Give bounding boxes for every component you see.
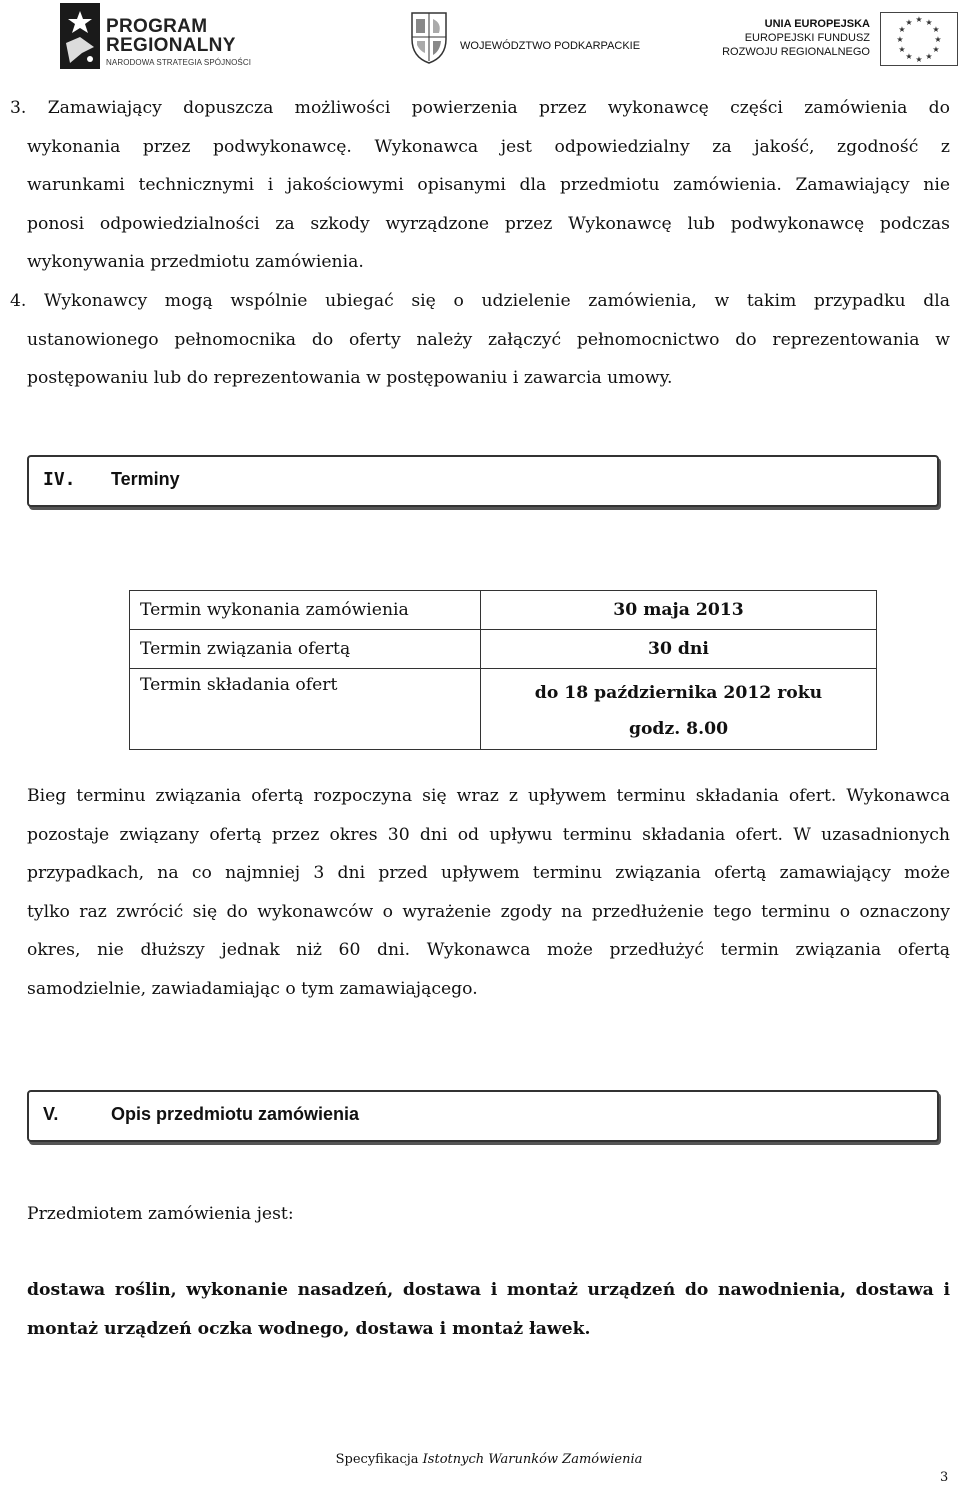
table-row	[130, 630, 877, 669]
eu-logo	[708, 12, 958, 66]
coat-of-arms-icon	[404, 9, 454, 65]
paragraph-line: samodzielnie, zawiadamiając o tym zamawiającego.	[27, 978, 478, 999]
paragraph-line: tylko raz zwrócić się do wykonawców o wyrażenie zgody na przedłużenie tego terminu o oznaczony	[27, 901, 950, 922]
paragraph-line: postępowaniu lub do reprezentowania w postępowaniu i zawarcia umowy.	[27, 368, 673, 389]
term-value: do 18 października 2012 roku	[534, 683, 823, 703]
paragraph-3	[10, 89, 950, 282]
subject-line: montaż urządzeń oczka wodnego, dostawa i montaż ławek.	[27, 1318, 591, 1339]
paragraph-line: przypadkach, na co najmniej 3 dni przed upływem terminu związania ofertą zamawiający może	[27, 863, 950, 884]
svg-text:★: ★	[905, 52, 913, 61]
program-logo-line1: PROGRAM	[106, 16, 208, 37]
program-logo-line3: NARODOWA STRATEGIA SPÓJNOŚCI	[106, 58, 252, 67]
binding-paragraph	[27, 777, 950, 1009]
paragraph-line: okres, nie dłuższy jednak niż 60 dni. Wykonawca może przedłużyć termin związania ofertą	[27, 940, 950, 961]
term-label: Termin wykonania zamówienia	[130, 591, 481, 630]
svg-text:★: ★	[934, 35, 942, 44]
eu-flag-icon	[880, 12, 958, 66]
term-label: Termin związania ofertą	[130, 630, 481, 669]
section-number: V.	[43, 1104, 59, 1124]
subject-description	[27, 1271, 950, 1348]
footer-italic: Istotnych Warunków Zamówienia	[422, 1452, 643, 1467]
subject-intro-text: Przedmiotem zamówienia jest:	[27, 1204, 294, 1224]
section-title: Opis przedmiotu zamówienia	[111, 1104, 360, 1124]
term-value: 30 maja 2013	[481, 591, 877, 630]
paragraph-line: ponosi odpowiedzialności za szkody wyrządzone przez Wykonawcę lub podwykonawcę podczas	[27, 213, 950, 234]
section-iv-header	[27, 455, 939, 507]
footer-prefix: Specyfikacja	[335, 1452, 423, 1467]
table-row	[130, 591, 877, 630]
paragraph-line: 4. Wykonawcy mogą wspólnie ubiegać się o udzielenie zamówienia, w takim przypadku dla	[10, 291, 950, 311]
program-logo-mark-icon	[60, 3, 100, 69]
paragraph-line: wykonywania przedmiotu zamówienia.	[27, 252, 364, 273]
paragraph-line: warunkami technicznymi i jakościowymi opisanymi dla przedmiotu zamówienia. Zamawiający nie	[27, 175, 950, 196]
section-v-header	[27, 1090, 939, 1142]
paragraph-line: pozostaje związany ofertą przez okres 30 dni od upływu terminu składania ofert. W uzasadnionych	[27, 824, 950, 845]
svg-text:★: ★	[896, 35, 904, 44]
svg-text:★: ★	[932, 25, 940, 34]
svg-text:★: ★	[925, 52, 933, 61]
subject-intro	[27, 1195, 950, 1234]
svg-text:★: ★	[915, 55, 923, 64]
term-value-time: godz. 8.00	[628, 719, 729, 739]
term-value: 30 dni	[481, 630, 877, 669]
paragraph-line: 3. Zamawiający dopuszcza możliwości powierzenia przez wykonawcę części zamówienia do	[10, 98, 950, 118]
program-logo-line2: REGIONALNY	[106, 35, 236, 56]
table-row	[130, 669, 877, 750]
eu-logo-line1: UNIA EUROPEJSKA	[764, 18, 870, 30]
section-title: Terminy	[111, 469, 180, 489]
svg-text:★: ★	[932, 45, 940, 54]
eu-logo-line3: ROZWOJU REGIONALNEGO	[722, 46, 870, 58]
svg-text:★: ★	[898, 25, 906, 34]
svg-text:★: ★	[915, 15, 923, 24]
svg-text:★: ★	[925, 18, 933, 27]
subject-line: dostawa roślin, wykonanie nasadzeń, dostawa i montaż urządzeń do nawodnienia, dostawa i	[27, 1280, 950, 1300]
terms-table	[129, 590, 877, 750]
wojewodztwo-text: WOJEWÓDZTWO PODKARPACKIE	[460, 40, 641, 52]
wojewodztwo-logo	[404, 9, 664, 65]
eu-logo-line2: EUROPEJSKI FUNDUSZ	[744, 32, 870, 44]
paragraph-line: wykonania przez podwykonawcę. Wykonawca jest odpowiedzialny za jakość, zgodność z	[27, 136, 950, 157]
section-number: IV.	[43, 469, 76, 490]
paragraph-4	[10, 282, 950, 398]
term-label: Termin składania ofert	[130, 669, 481, 750]
paragraph-line: Bieg terminu związania ofertą rozpoczyna się wraz z upływem terminu składania ofert. Wykonawca	[27, 786, 950, 806]
svg-text:★: ★	[898, 45, 906, 54]
program-regionalny-logo	[60, 3, 270, 69]
paragraph-line: ustanowionego pełnomocnika do oferty należy załączyć pełnomocnictwo do reprezentowania w	[27, 329, 950, 350]
svg-text:★: ★	[905, 18, 913, 27]
term-value-cell	[481, 669, 877, 750]
page-footer	[0, 1452, 960, 1467]
page-number: 3	[940, 1470, 949, 1485]
